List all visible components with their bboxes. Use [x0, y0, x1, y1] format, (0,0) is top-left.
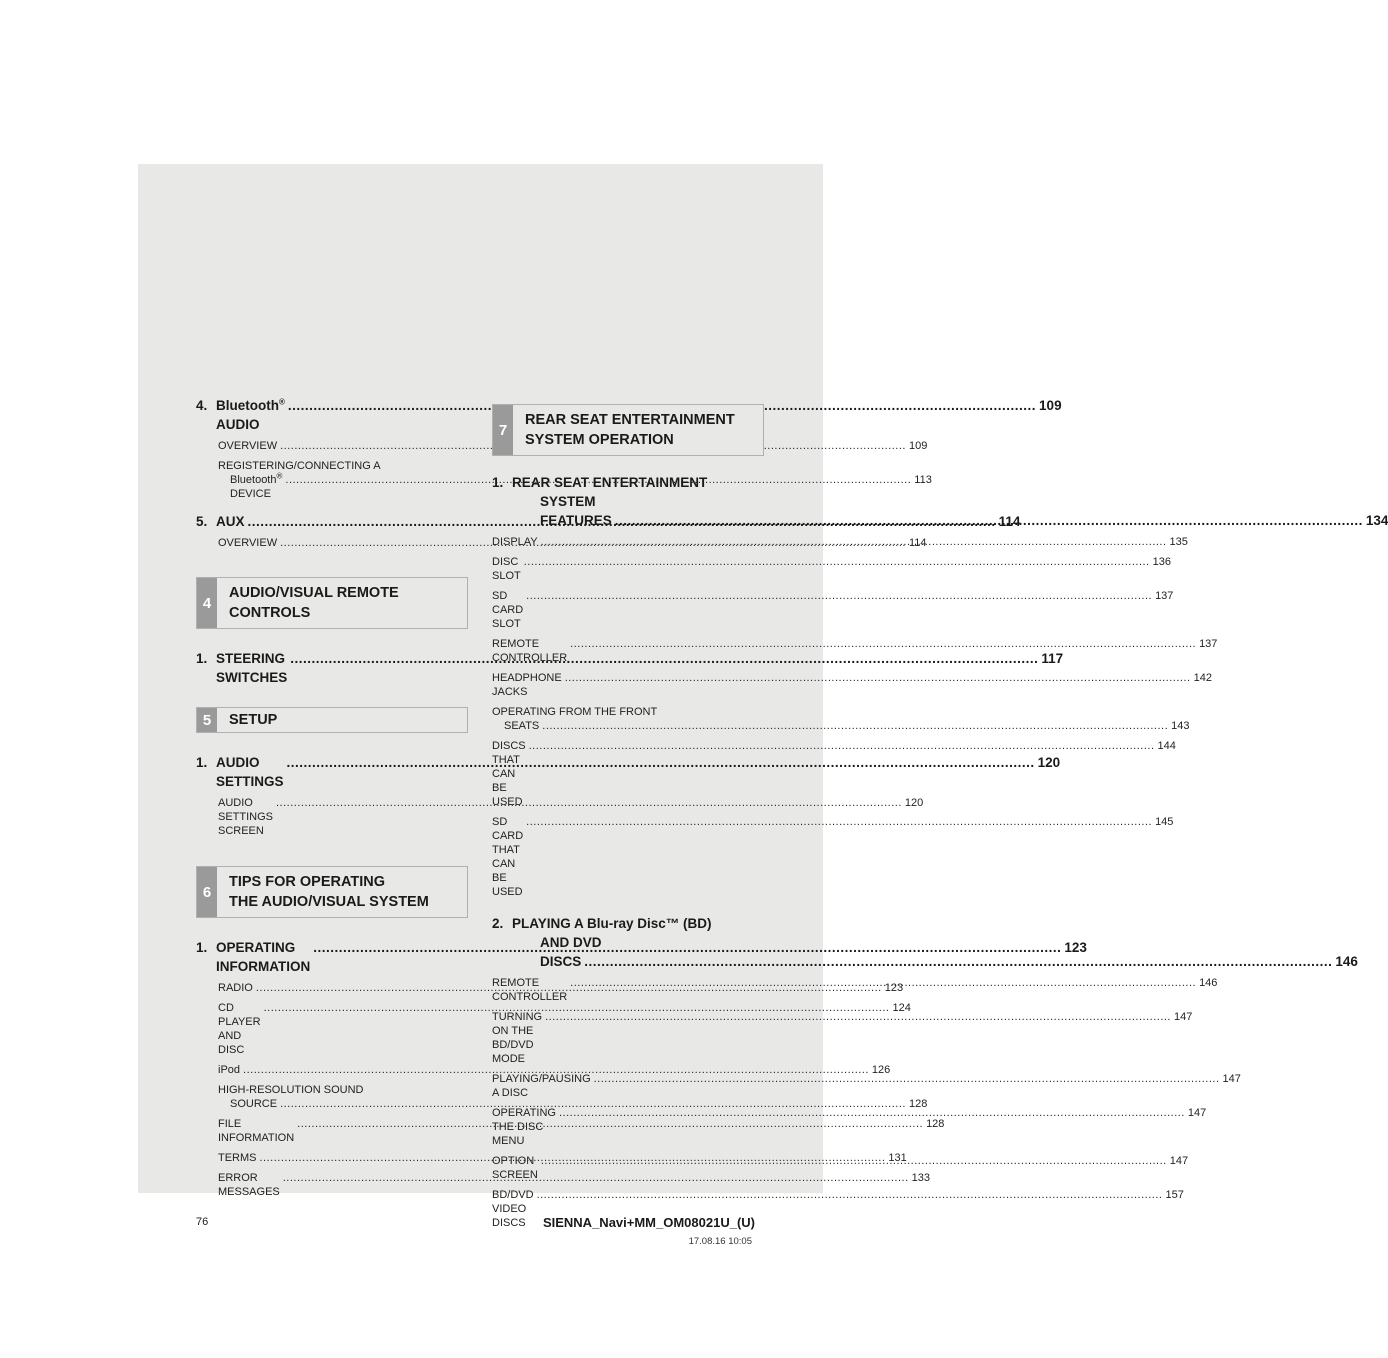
toc-item-disc-menu[interactable]: OPERATING THE DISC MENU ..... 147 [492, 1106, 762, 1148]
toc-item-audio-settings-screen[interactable]: AUDIO SETTINGS SCREEN ..... 120 [218, 796, 466, 838]
toc-item-sd-card-slot[interactable]: SD CARD SLOT ..... 137 [492, 589, 762, 631]
toc-item-error-messages[interactable]: ERROR MESSAGES ..... 133 [218, 1171, 466, 1199]
toc-item-bd-dvd-video-discs[interactable]: BD/DVD VIDEO DISCS ..... 157 [492, 1188, 762, 1230]
toc-item-aux-overview[interactable]: OVERVIEW ..... 114 [218, 536, 466, 550]
toc-item-playing-pausing[interactable]: PLAYING/PAUSING A DISC ..... 147 [492, 1072, 762, 1100]
toc-item-front-seats[interactable]: OPERATING FROM THE FRONT SEATS ..... 143 [492, 705, 762, 733]
toc-item-remote-controller[interactable]: REMOTE CONTROLLER ..... 137 [492, 637, 762, 665]
toc-item-option-screen[interactable]: OPTION SCREEN ..... 147 [492, 1154, 762, 1182]
section-header-7: 7 REAR SEAT ENTERTAINMENT SYSTEM OPERATION [492, 404, 764, 456]
toc-item-bd-mode[interactable]: TURNING ON THE BD/DVD MODE ..... 147 [492, 1010, 762, 1066]
toc-item-discs-usable[interactable]: DISCS THAT CAN BE USED ..... 144 [492, 739, 762, 809]
toc-item-registering-device[interactable]: REGISTERING/CONNECTING A Bluetooth® DEVICE ..... 113 [218, 459, 466, 501]
toc-item-headphone-jacks[interactable]: HEADPHONE JACKS ..... 142 [492, 671, 762, 699]
toc-item-sd-card-usable[interactable]: SD CARD THAT CAN BE USED ..... 145 [492, 815, 762, 899]
toc-item-disc-slot[interactable]: DISC SLOT ..... 136 [492, 555, 762, 583]
toc-item-overview[interactable]: OVERVIEW ..... 109 [218, 439, 466, 453]
toc-entry-bluetooth-audio[interactable]: 4. Bluetooth® AUDIO ..... 109 [196, 396, 466, 434]
toc-entry-aux[interactable]: 5. AUX ..... 114 [196, 512, 466, 531]
section-header-4: 4 AUDIO/VISUAL REMOTE CONTROLS [196, 577, 468, 629]
toc-entry-operating-information[interactable]: 1. OPERATING INFORMATION ..... 123 [196, 938, 466, 976]
toc-entry-rear-seat-features[interactable]: 1. REAR SEAT ENTERTAINMENT SYSTEM FEATURES ..... 134 [492, 473, 762, 530]
toc-item-bd-remote-controller[interactable]: REMOTE CONTROLLER ..... 146 [492, 976, 762, 1004]
toc-item-cd-player[interactable]: CD PLAYER AND DISC ..... 124 [218, 1001, 466, 1057]
toc-item-terms[interactable]: TERMS ..... 131 [218, 1151, 466, 1165]
toc-entry-steering-switches[interactable]: 1. STEERING SWITCHES ..... 117 [196, 649, 466, 687]
toc-entry-audio-settings[interactable]: 1. AUDIO SETTINGS ..... 120 [196, 753, 466, 791]
section-header-6: 6 TIPS FOR OPERATING THE AUDIO/VISUAL SYSTEM [196, 866, 468, 918]
toc-item-ipod[interactable]: iPod ..... 126 [218, 1063, 466, 1077]
print-date: 17.08.16 10:05 [688, 1236, 752, 1247]
toc-item-high-resolution[interactable]: HIGH-RESOLUTION SOUND SOURCE ..... 128 [218, 1083, 466, 1111]
toc-entry-bluray-dvd[interactable]: 2. PLAYING A Blu-ray Disc™ (BD) AND DVD DISCS ..... 146 [492, 914, 762, 971]
document-id: SIENNA_Navi+MM_OM08021U_(U) [542, 1215, 755, 1230]
toc-item-radio[interactable]: RADIO ..... 123 [218, 981, 466, 995]
section-header-5: 5 SETUP [196, 707, 468, 733]
toc-item-display[interactable]: DISPLAY ..... 135 [492, 535, 762, 549]
page-number: 76 [196, 1216, 209, 1228]
toc-item-file-information[interactable]: FILE INFORMATION ..... 128 [218, 1117, 466, 1145]
